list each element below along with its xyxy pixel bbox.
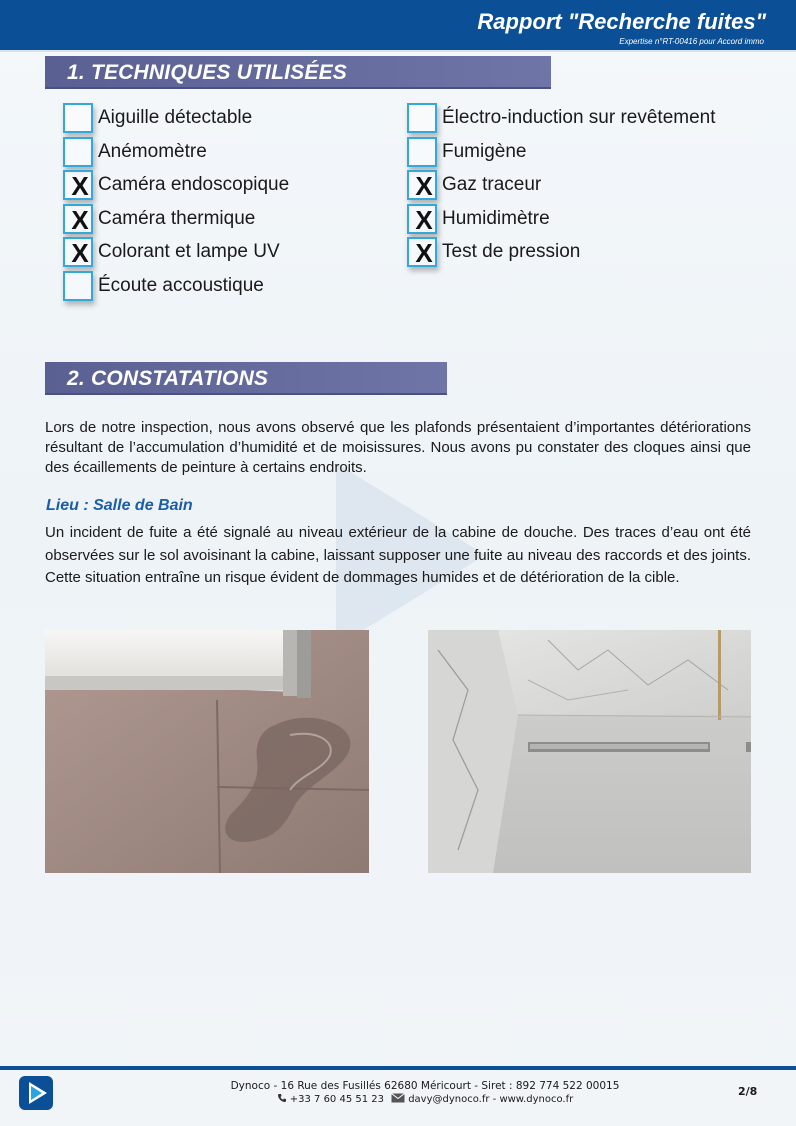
section-heading-label: 1. TECHNIQUES UTILISÉES [67, 61, 347, 84]
checkbox-mark: X [71, 238, 89, 268]
checklist-item [407, 237, 767, 267]
checkbox [407, 137, 437, 167]
checkbox [63, 170, 93, 200]
dynoco-logo-icon [17, 1074, 55, 1112]
checklist-label: Anémomètre [98, 140, 207, 162]
footer-address: Dynoco - 16 Rue des Fusillés 62680 Méricourt - Siret : 892 774 522 00015 [230, 1080, 620, 1092]
checkbox [63, 237, 93, 267]
checklist-label: Colorant et lampe UV [98, 241, 280, 262]
report-title: Rapport "Recherche fuites" [477, 9, 766, 34]
checklist-label: Fumigène [442, 140, 527, 162]
checkbox [63, 103, 93, 133]
checkbox-mark: X [71, 171, 89, 201]
checkbox-mark: X [415, 238, 433, 268]
section-heading-label: 2. CONSTATATIONS [67, 367, 269, 390]
report-subtitle: Expertise n°RT-00416 pour Accord immo [619, 37, 764, 46]
section-heading-constatations [45, 362, 447, 395]
footer-divider [0, 1066, 796, 1070]
lieu-label: Lieu : Salle de Bain [46, 497, 193, 514]
checklist-item [407, 137, 767, 167]
section-heading-techniques [45, 56, 551, 89]
checklist-label: Électro-induction sur revêtement [442, 107, 716, 128]
phone-icon [277, 1093, 287, 1103]
envelope-icon [391, 1093, 405, 1103]
checklist-label: Caméra endoscopique [98, 174, 290, 195]
page-header [0, 0, 796, 50]
checkbox-mark: X [71, 204, 89, 235]
checklist-label: Caméra thermique [98, 207, 256, 229]
checkbox-mark: X [415, 204, 433, 235]
photo-leak-floor [45, 630, 369, 873]
checklist-label: Écoute accoustique [98, 274, 264, 296]
checkbox [407, 204, 437, 234]
checklist-item [63, 204, 383, 234]
checklist-item [407, 204, 767, 234]
checklist-item [407, 103, 767, 133]
checkbox [63, 271, 93, 301]
constatations-intro: Lors de notre inspection, nous avons observé que les plafonds présentaient d’importantes détériorations résultant de l’accumulation d’humidité et de moisissures. Nous avons pu constater des cloques ainsi que des écaillements de peinture à certains endroits. [45, 419, 751, 476]
checklist-item [63, 170, 383, 200]
page-number: 2/8 [738, 1085, 758, 1098]
checklist-item [63, 271, 383, 301]
checklist-item [63, 237, 383, 267]
checklist-label: Gaz traceur [442, 174, 542, 195]
header-divider [0, 50, 796, 52]
footer-contact [150, 1093, 700, 1105]
checklist-label: Aiguille détectable [98, 107, 253, 128]
checkbox [407, 170, 437, 200]
checklist-item [63, 103, 383, 133]
footer-email-web: davy@dynoco.fr - www.dynoco.fr [408, 1094, 574, 1105]
lieu-description: Un incident de fuite a été signalé au niveau extérieur de la cabine de douche. Des traces d’eau ont été observées sur le sol avoisinant la cabine, laissant supposer une fuite au niveau des raccords et des joints. Cette situation entraîne un risque évident de dommages humides et de détérioration de la cible. [45, 524, 751, 586]
photo-shower-drain [428, 630, 751, 873]
checkbox [63, 137, 93, 167]
checkbox-mark: X [415, 171, 433, 201]
checkbox [63, 204, 93, 234]
checklist-item [63, 137, 383, 167]
checkbox [407, 237, 437, 267]
checklist-item [407, 170, 767, 200]
checklist-label: Humidimètre [442, 207, 550, 229]
checkbox [407, 103, 437, 133]
checklist-label: Test de pression [442, 241, 581, 262]
footer-phone: +33 7 60 45 51 23 [289, 1094, 385, 1105]
